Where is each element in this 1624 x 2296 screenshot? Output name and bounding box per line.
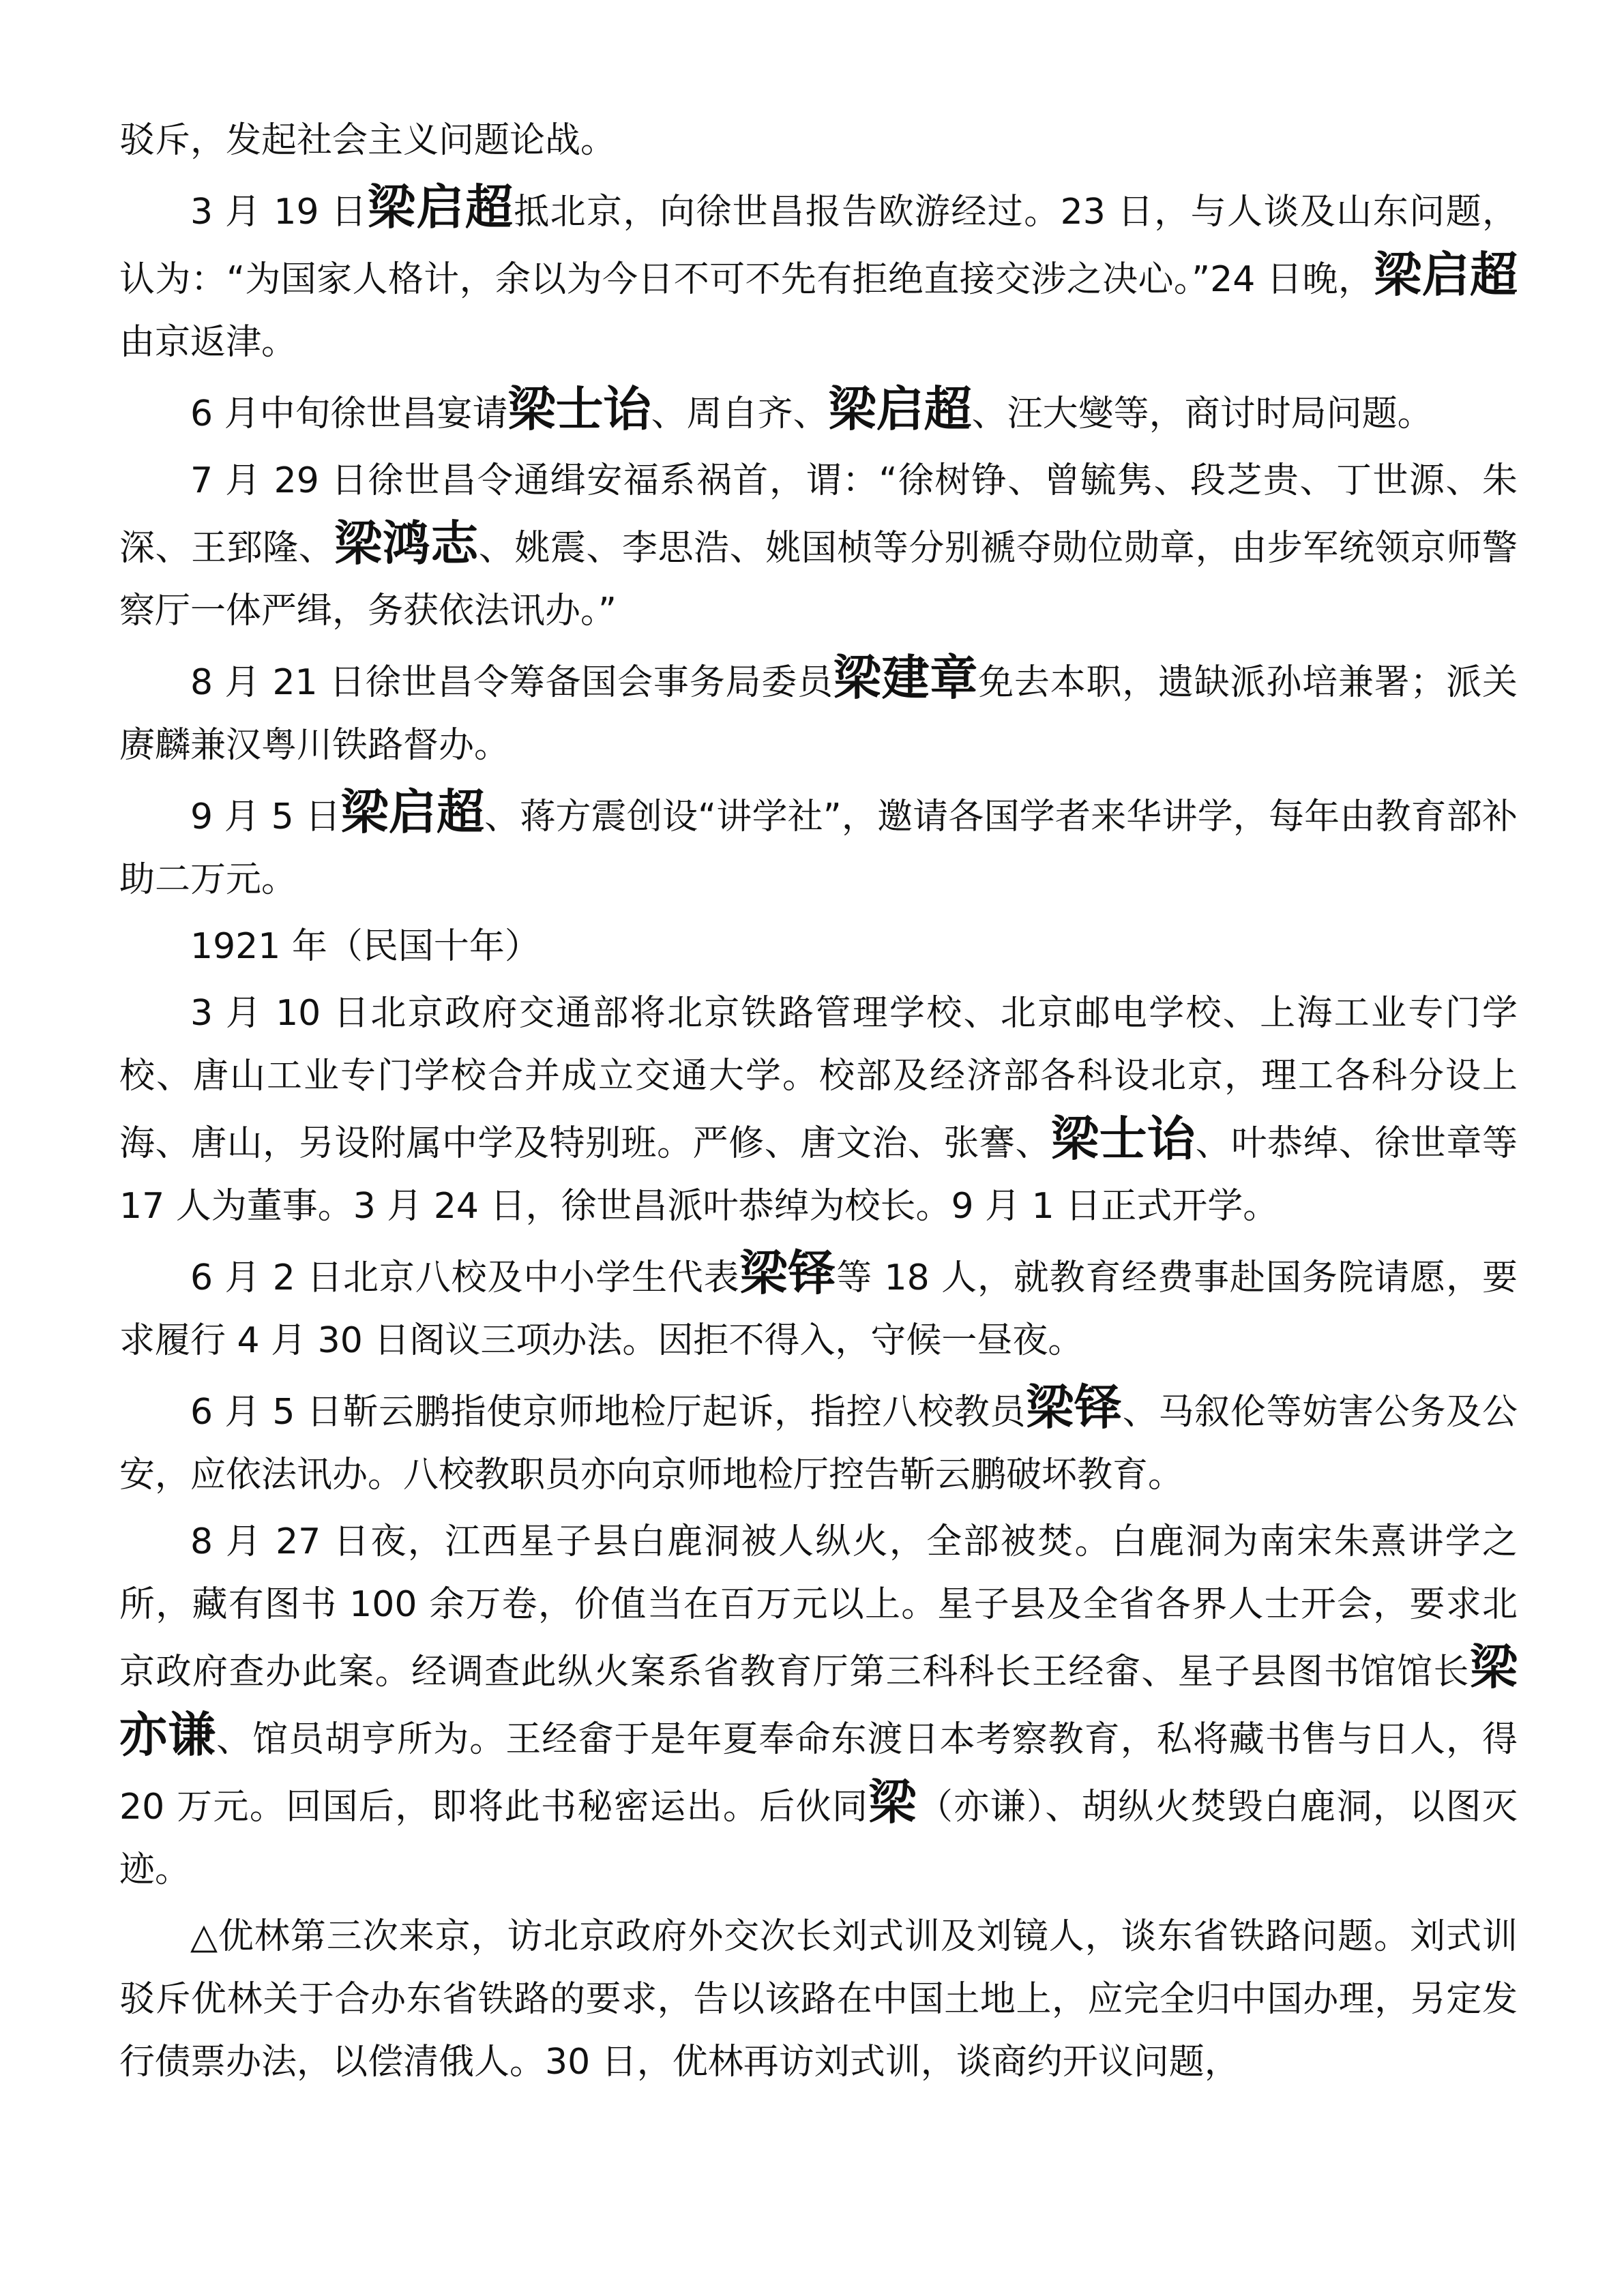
paragraph-8 (119, 982, 1518, 1238)
text-run: 9 月 5 日 (190, 796, 341, 837)
text-run: 、馆员胡亨所为。王经畲于是年夏奉命东渡日本考察教育，私将藏书售与日人，得 20 万元。回国后，即将此书秘密运出。后伙同 (119, 1719, 1518, 1828)
year-heading-text: 1921 年（民国十年） (190, 926, 540, 967)
text-run: 、蒋方震创设“讲学社”，邀请各国学者来华讲学，每年由教育部补助二万元。 (119, 796, 1518, 900)
paragraph-4 (119, 449, 1518, 642)
document-page (119, 109, 1518, 2098)
name-liang: 梁 (868, 1774, 917, 1830)
name-liang-shiyi: 梁士诒 (1051, 1110, 1196, 1167)
paragraph-2 (119, 176, 1518, 374)
text-run: 8 月 21 日徐世昌令筹备国会事务局委员 (190, 662, 833, 703)
name-liang-qichao: 梁启超 (828, 381, 972, 437)
text-run: 抵北京，向徐世昌报告欧游经过。23 日，与人谈及山东问题，认为：“为国家人格计，余以为今日不可不先有拒绝直接交涉之决心。”24 日晚， (119, 192, 1518, 300)
paragraph-5 (119, 646, 1518, 777)
text-run: 、周自齐、 (651, 393, 829, 434)
text-run: 驳斥，发起社会主义问题论战。 (119, 120, 617, 161)
text-run: 由京返津。 (119, 322, 297, 363)
paragraph-9 (119, 1242, 1518, 1372)
text-run: 3 月 10 日北京政府交通部将北京铁路管理学校、北京邮电学校、上海工业专门学校、唐山工业专门学校合并成立交通大学。校部及经济部各科设北京，理工各科分设上海、唐山，另设附属中学及特别班。严修、唐文治、张謇、 (119, 993, 1518, 1164)
paragraph-11 (119, 1510, 1518, 1901)
paragraph-3 (119, 378, 1518, 445)
text-run: （亦谦）、胡纵火焚毁白鹿洞，以图灭迹。 (119, 1787, 1518, 1890)
name-liang-duo: 梁铎 (1026, 1379, 1123, 1435)
name-liang-qichao: 梁启超 (1374, 246, 1518, 303)
text-run: 、姚震、李思浩、姚国桢等分别褫夺勋位勋章，由步军统领京师警察厅一体严缉，务获依法讯办。” (119, 528, 1518, 631)
paragraph-12 (119, 1905, 1518, 2093)
text-run: 、叶恭绰、徐世章等 17 人为董事。3 月 24 日，徐世昌派叶恭绰为校长。9 月 1 日正式开学。 (119, 1123, 1518, 1227)
paragraph-10 (119, 1376, 1518, 1506)
text-run: 6 月中旬徐世昌宴请 (190, 393, 508, 434)
paragraph-1 (119, 109, 1518, 172)
name-liang-jianzhang: 梁建章 (833, 649, 979, 706)
name-liang-shiyi: 梁士诒 (507, 381, 651, 437)
text-run: 、汪大燮等，商讨时局问题。 (971, 393, 1433, 434)
text-run: 7 月 29 日徐世昌令通缉安福系祸首，谓：“徐树铮、曾毓隽、段芝贵、丁世源、朱深、王郅隆、 (119, 460, 1518, 569)
text-run: 6 月 5 日靳云鹏指使京师地检厅起诉，指控八校教员 (190, 1392, 1027, 1433)
name-liang-qichao: 梁启超 (340, 784, 485, 840)
text-run: 等 18 人，就教育经费事赴国务院请愿，要求履行 4 月 30 日阁议三项办法。因拒不得入，守候一昼夜。 (119, 1257, 1518, 1361)
text-run: 、马叙伦等妨害公务及公安，应依法讯办。八校教职员亦向京师地检厅控告靳云鹏破坏教育。 (119, 1392, 1518, 1495)
paragraph-6 (119, 781, 1518, 911)
text-run: △优林第三次来京，访北京政府外交次长刘式训及刘镜人，谈东省铁路问题。刘式训驳斥优林关于合办东省铁路的要求，告以该路在中国土地上，应完全归中国办理，另定发行债票办法，以偿清俄人。30 日，优林再访刘式训，谈商约开议问题， (119, 1916, 1518, 2083)
text-run: 8 月 27 日夜，江西星子县白鹿洞被人纵火，全部被焚。白鹿洞为南宋朱熹讲学之所，藏有图书 100 余万卷，价值当在百万元以上。星子县及全省各界人士开会，要求北京政府查办此案。经调查此纵火案系省教育厅第三科科长王经畲、星子县图书馆馆长 (119, 1521, 1518, 1693)
name-liang-qichao: 梁启超 (367, 179, 514, 235)
text-run: 3 月 19 日 (190, 192, 368, 233)
year-heading (119, 915, 1518, 978)
name-liang-yiqian: 梁亦谦 (119, 1639, 1518, 1763)
text-run: 免去本职，遗缺派孙培兼署；派关赓麟兼汉粤川铁路督办。 (119, 662, 1518, 766)
text-run: 6 月 2 日北京八校及中小学生代表 (190, 1257, 740, 1298)
name-liang-hongzhi: 梁鸿志 (334, 515, 479, 571)
name-liang-duo: 梁铎 (739, 1244, 837, 1301)
